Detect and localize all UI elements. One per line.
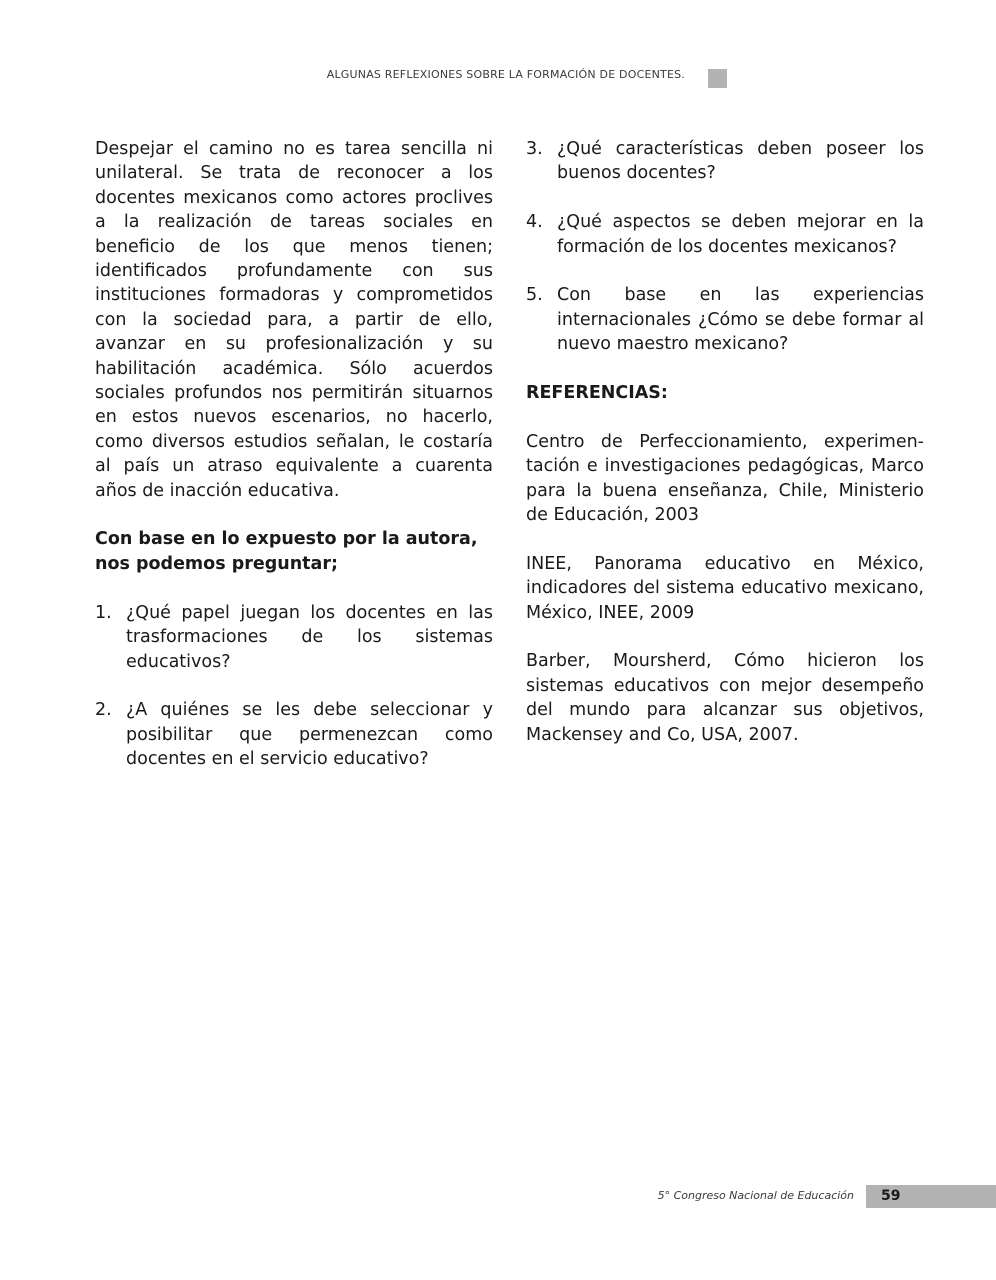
page-number: 59 — [881, 1188, 901, 1204]
list-item — [526, 137, 924, 186]
page-number-bar — [866, 1185, 996, 1208]
list-item — [526, 210, 924, 259]
list-text: ¿Qué aspectos se deben mejorar en la formación de los docentes mexicanos? — [557, 212, 924, 257]
list-text: ¿A quiénes se les debe seleccionar y posibilitar que permenezcan como docentes en el servicio educativo? — [126, 700, 493, 770]
list-text: ¿Qué papel juegan los docentes en las trasformaciones de los sistemas educativos? — [126, 602, 493, 672]
list-item — [95, 698, 493, 771]
reference-entry: Barber, Moursherd, Cómo hicieron los sistemas educativos con mejor desempeño del mundo para alcanzar sus objetivos, Mackensey and Co, USA, 2007. — [526, 651, 924, 745]
footer-conference-name: 5° Congreso Nacional de Educación — [657, 1189, 854, 1202]
reference-entry: INEE, Panorama educativo en México, indicadores del sistema educativo mexicano, México, INEE, 2009 — [526, 553, 924, 623]
references-heading: REFERENCIAS: — [526, 383, 668, 404]
list-item — [526, 283, 924, 356]
questions-list-left — [95, 601, 493, 772]
left-column — [95, 137, 493, 796]
list-item — [95, 601, 493, 674]
reference-entry: Centro de Perfeccionamiento, experimentación e investigaciones pedagógicas, Marco para la buena enseñanza, Chile, Ministerio de Educación, 2003 — [526, 431, 924, 526]
questions-list-right — [526, 137, 924, 357]
list-text: Con base en las experiencias internacionales ¿Cómo se debe formar al nuevo maestro mexicano? — [557, 285, 924, 355]
list-text: ¿Qué características deben poseer los buenos docentes? — [557, 139, 924, 184]
questions-intro: Con base en lo expuesto por la autora, nos podemos preguntar; — [95, 529, 478, 574]
list-number: 3. — [526, 139, 543, 159]
header-decoration-square — [708, 69, 727, 88]
body-paragraph: Despejar el camino no es tarea sencilla ni unilateral. Se trata de reconocer a los docentes mexicanos como actores proclives a la realización de tareas sociales en beneficio de los que menos tienen; identificados profundamente con sus instituciones formadoras y comprometidos con la sociedad para, a partir de ello, avanzar en su profesionalización y su habilitación académica. Sólo acuerdos sociales profundos nos permitirán situarnos en estos nuevos escenarios, no hacerlo, como diversos estudios señalan, le costaría al país un atraso equivalente a cuarenta años de inacción educativa. — [95, 139, 493, 501]
list-number: 2. — [95, 700, 112, 721]
right-column — [526, 137, 924, 771]
list-number: 4. — [526, 212, 543, 233]
list-number: 5. — [526, 285, 543, 306]
list-number: 1. — [95, 602, 112, 623]
running-header: ALGUNAS REFLEXIONES SOBRE LA FORMACIÓN DE DOCENTES. — [326, 68, 685, 81]
